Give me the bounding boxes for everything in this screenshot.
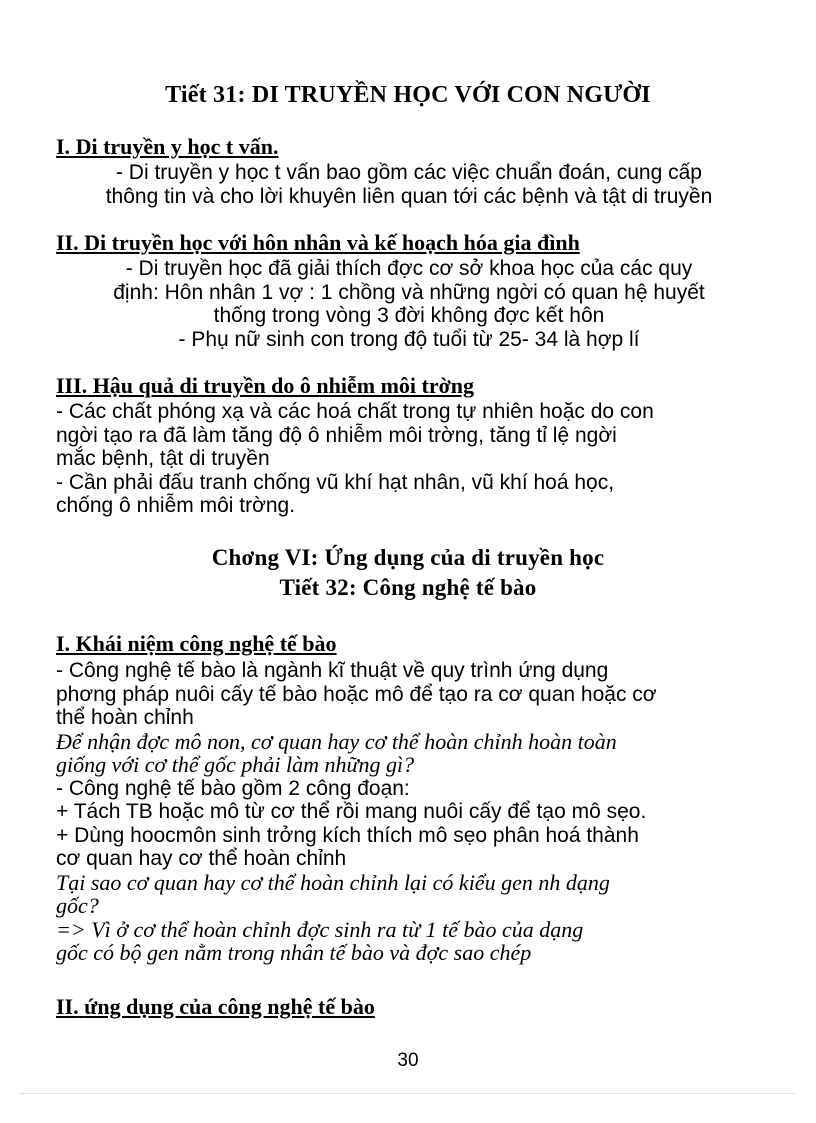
section-4-body xyxy=(56,659,762,965)
section-1-body xyxy=(56,161,762,208)
text-line: - Công nghệ tế bào gồm 2 công đoạn: xyxy=(56,776,410,800)
footer-divider xyxy=(20,1093,796,1094)
text-line: - Phụ nữ sinh con trong độ tuổi từ 25- 34 là hợp lí xyxy=(178,327,640,351)
section-2-heading xyxy=(56,230,580,256)
section-2-body xyxy=(56,257,762,351)
text-line: + Dùng hoocmôn sinh trởng kích thích mô sẹo phân hoá thành xyxy=(56,823,639,847)
question-line: Tại sao cơ quan hay cơ thể hoàn chỉnh lại có kiểu gen nh dạng xyxy=(56,869,610,895)
section-2-number: II. xyxy=(56,230,79,255)
section-2-title: Di truyền học với hôn nhân và kế hoạch hóa gia đình xyxy=(84,230,580,255)
text-line: thông tin và cho lời khuyên liên quan tới các bệnh và tật di truyền xyxy=(105,184,713,208)
question-line: gốc? xyxy=(56,893,99,918)
section-3-heading xyxy=(56,373,474,399)
text-line: - Di truyền y học t vấn bao gồm các việc chuẩn đoán, cung cấp xyxy=(115,161,702,184)
section-5-number: II. xyxy=(56,994,79,1019)
text-line: ngời tạo ra đã làm tăng độ ô nhiễm môi trờng, tăng tỉ lệ ngời xyxy=(56,423,617,447)
section-3-number: III. xyxy=(56,373,88,398)
section-1-number: I. xyxy=(56,134,71,159)
text-line: thể hoàn chỉnh xyxy=(56,706,194,729)
text-line: - Các chất phóng xạ và các hoá chất trong tự nhiên hoặc do con xyxy=(56,400,654,423)
chapter-title: Chơng VI: Ứng dụng của di truyền học xyxy=(211,545,605,570)
section-5-heading xyxy=(56,994,375,1020)
section-1-title: Di truyền y học t vấn. xyxy=(75,134,279,159)
text-line: định: Hôn nhân 1 vợ : 1 chồng và những ngời có quan hệ huyết xyxy=(113,280,705,304)
answer-line: gốc có bộ gen nằm trong nhân tế bào và đợc sao chép xyxy=(56,940,532,965)
text-line: + Tách TB hoặc mô từ cơ thể rồi mang nuôi cấy để tạo mô sẹo. xyxy=(56,800,647,823)
section-4-title: Khái niệm công nghệ tế bào xyxy=(75,631,337,656)
lesson-32-title: Tiết 32: Công nghệ tế bào xyxy=(279,575,537,600)
text-line: mắc bệnh, tật di truyền xyxy=(56,447,270,470)
section-4-number: I. xyxy=(56,631,71,656)
section-1-heading xyxy=(56,134,278,160)
text-line: chống ô nhiễm môi trờng. xyxy=(56,494,296,517)
section-4-heading xyxy=(56,631,337,657)
page-number: 30 xyxy=(397,1050,419,1071)
text-line: - Cần phải đấu tranh chống vũ khí hạt nhân, vũ khí hoá học, xyxy=(56,470,615,494)
section-3-title: Hậu quả di truyền do ô nhiễm môi trờng xyxy=(92,373,475,398)
question-line: Để nhận đợc mô non, cơ quan hay cơ thể hoàn chỉnh hoàn toàn xyxy=(56,728,617,754)
section-5-title: ứng dụng của công nghệ tế bào xyxy=(84,994,375,1019)
text-line: cơ quan hay cơ thể hoàn chỉnh xyxy=(56,847,347,870)
text-line: - Di truyền học đã giải thích đợc cơ sở khoa học của các quy xyxy=(125,257,693,280)
text-line: thống trong vòng 3 đời không đợc kết hôn xyxy=(213,304,605,327)
answer-line: => Vì ở cơ thể hoàn chỉnh đợc sinh ra từ 1 tế bào của dạng xyxy=(56,916,584,942)
text-line: - Công nghệ tế bào là ngành kĩ thuật về quy trình ứng dụng xyxy=(56,659,609,682)
lesson-31-title: Tiết 31: DI TRUYỀN HỌC VỚI CON NGƯỜI xyxy=(165,82,651,108)
section-3-body xyxy=(56,400,762,518)
text-line: phơng pháp nuôi cấy tế bào hoặc mô để tạo ra cơ quan hoặc cơ xyxy=(56,682,657,706)
question-line: giống với cơ thể gốc phải làm những gì? xyxy=(56,752,415,777)
